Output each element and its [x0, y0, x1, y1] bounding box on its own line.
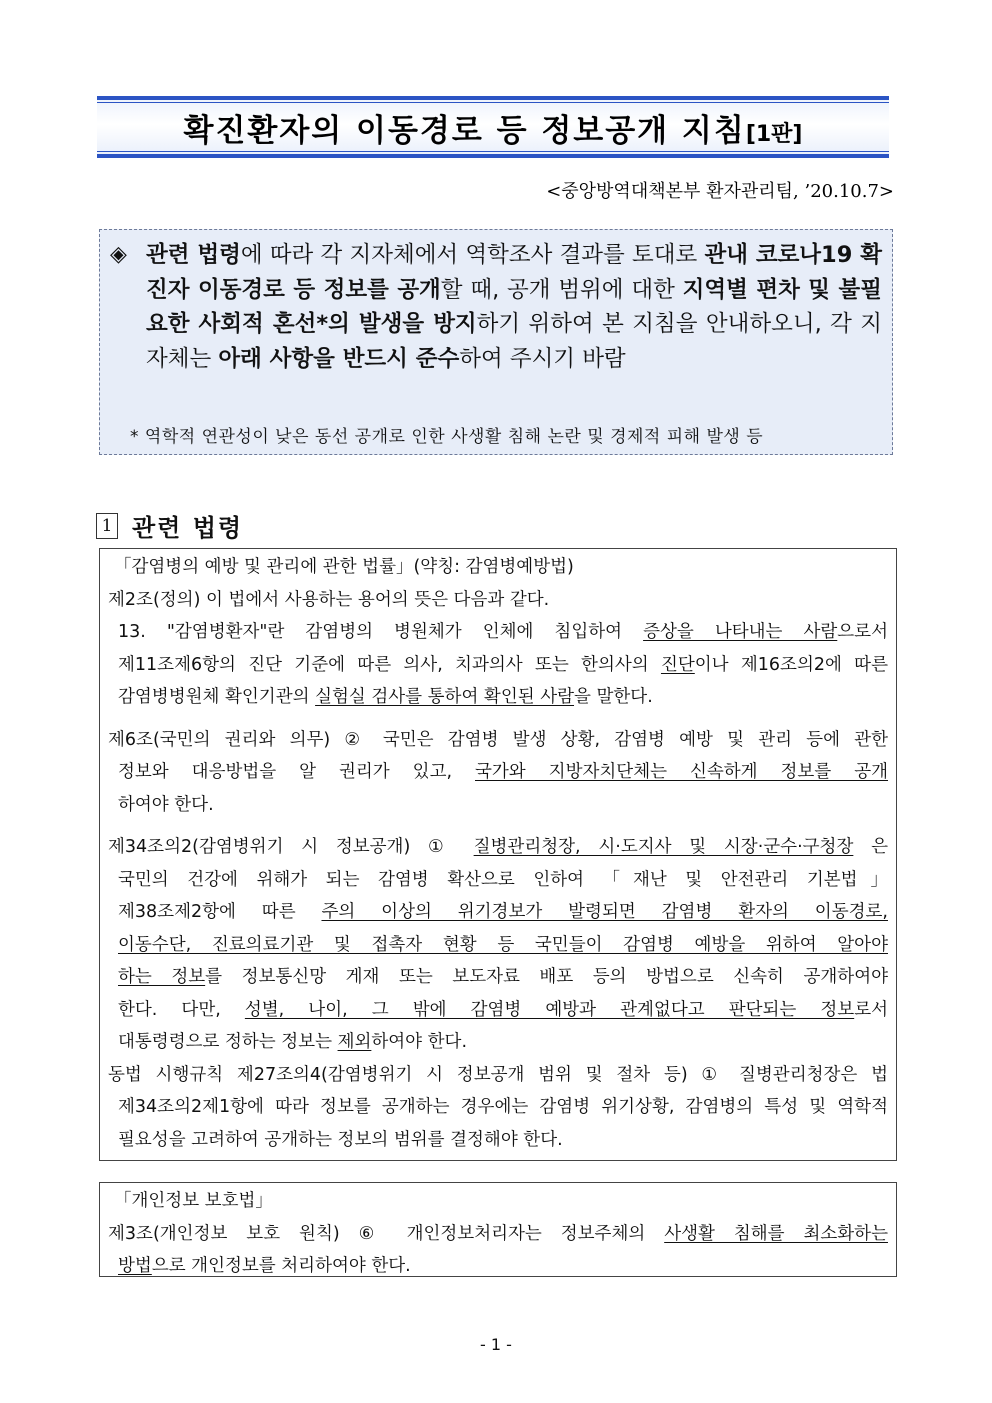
title-edition: [1판] [745, 121, 803, 147]
article-3: 제3조(개인정보 보호 원칙) ⑥ 개인정보처리자는 정보주체의 사생활 침해를 최소화하는 방법으로 개인정보를 처리하여야 한다. [108, 1223, 888, 1276]
law-name: 「감염병의 예방 및 관리에 관한 법률」(약칭: 감염병예방법) [114, 557, 574, 577]
document-title-banner [97, 96, 889, 158]
enforcement-rule-27-4: 동법 시행규칙 제27조의4(감염병위기 시 정보공개 범위 및 절차 등) ① 질병관리청장은 법 제34조의2제1항에 따라 정보를 공개하는 경우에는 감염병 위기상황, 감염병의 특성 및 역학적 필요성을 고려하여 공개하는 정보의 범위를 결정해야 한다. [108, 1064, 888, 1150]
section-number: 1 [96, 513, 118, 539]
article-2: 제2조(정의) 이 법에서 사용하는 용어의 뜻은 다음과 같다. 13. "감염병환자"란 감염병의 병원체가 인체에 침입하여 증상을 나타내는 사람으로서 제11조제6항의 진단 기준에 따른 의사, 치과의사 또는 한의사의 진단이나 제16조의2에 따른 감염병병원체 확인기관의 실험실 검사를 통하여 확인된 사람을 말한다. [108, 589, 888, 707]
law-box-privacy [99, 1182, 897, 1277]
section-heading [96, 508, 243, 543]
summary-box [99, 229, 893, 455]
page-number: - 1 - [480, 1335, 512, 1354]
diamond-bullet-icon: ◈ [110, 242, 127, 267]
issuer-line: <중앙방역대책본부 환자관리팀, ’20.10.7> [546, 181, 894, 202]
document-title: 확진환자의 이동경로 등 정보공개 지침[1판] [183, 112, 803, 149]
law-name: 「개인정보 보호법」 [114, 1191, 273, 1211]
summary-text: 관련 법령에 따라 각 지자체에서 역학조사 결과를 토대로 관내 코로나19 확진자 이동경로 등 정보를 공개할 때, 공개 범위에 대한 지역별 편차 및 불필요한 사회적 혼선*의 발생을 방지하기 위하여 본 지침을 안내하오니, 각 지자체는 아래 사항을 반드시 준수하여 주시기 바람 [146, 242, 883, 372]
summary-footnote: * 역학적 연관성이 낮은 동선 공개로 인한 사생활 침해 논란 및 경제적 피해 발생 등 [130, 427, 764, 447]
section-title: 관련 법령 [132, 514, 244, 542]
article-34-2: 제34조의2(감염병위기 시 정보공개) ① 질병관리청장, 시·도지사 및 시장·군수·구청장 은 국민의 건강에 위해가 되는 감염병 확산으로 인하여 「재난 및 안전관리 기본법」 제38조제2항에 따른 주의 이상의 위기경보가 발령되면 감염병 환자의 이동경로, 이동수단, 진료의료기관 및 접촉자 현황 등 국민들이 감염병 예방을 위하여 알아야 하는 정보를 정보통신망 게재 또는 보도자료 배포 등의 방법으로 신속히 공개하여야 한다. 다만, 성별, 나이, 그 밖에 감염병 예방과 관계없다고 판단되는 정보로서 대통령령으로 정하는 정보는 제외하여야 한다. [108, 837, 889, 1052]
law-box-infectious-disease [99, 548, 897, 1161]
article-6: 제6조(국민의 권리와 의무) ② 국민은 감염병 발생 상황, 감염병 예방 및 관리 등에 관한 정보와 대응방법을 알 권리가 있고, 국가와 지방자치단체는 신속하게 정보를 공개 하여야 한다. [108, 729, 889, 815]
